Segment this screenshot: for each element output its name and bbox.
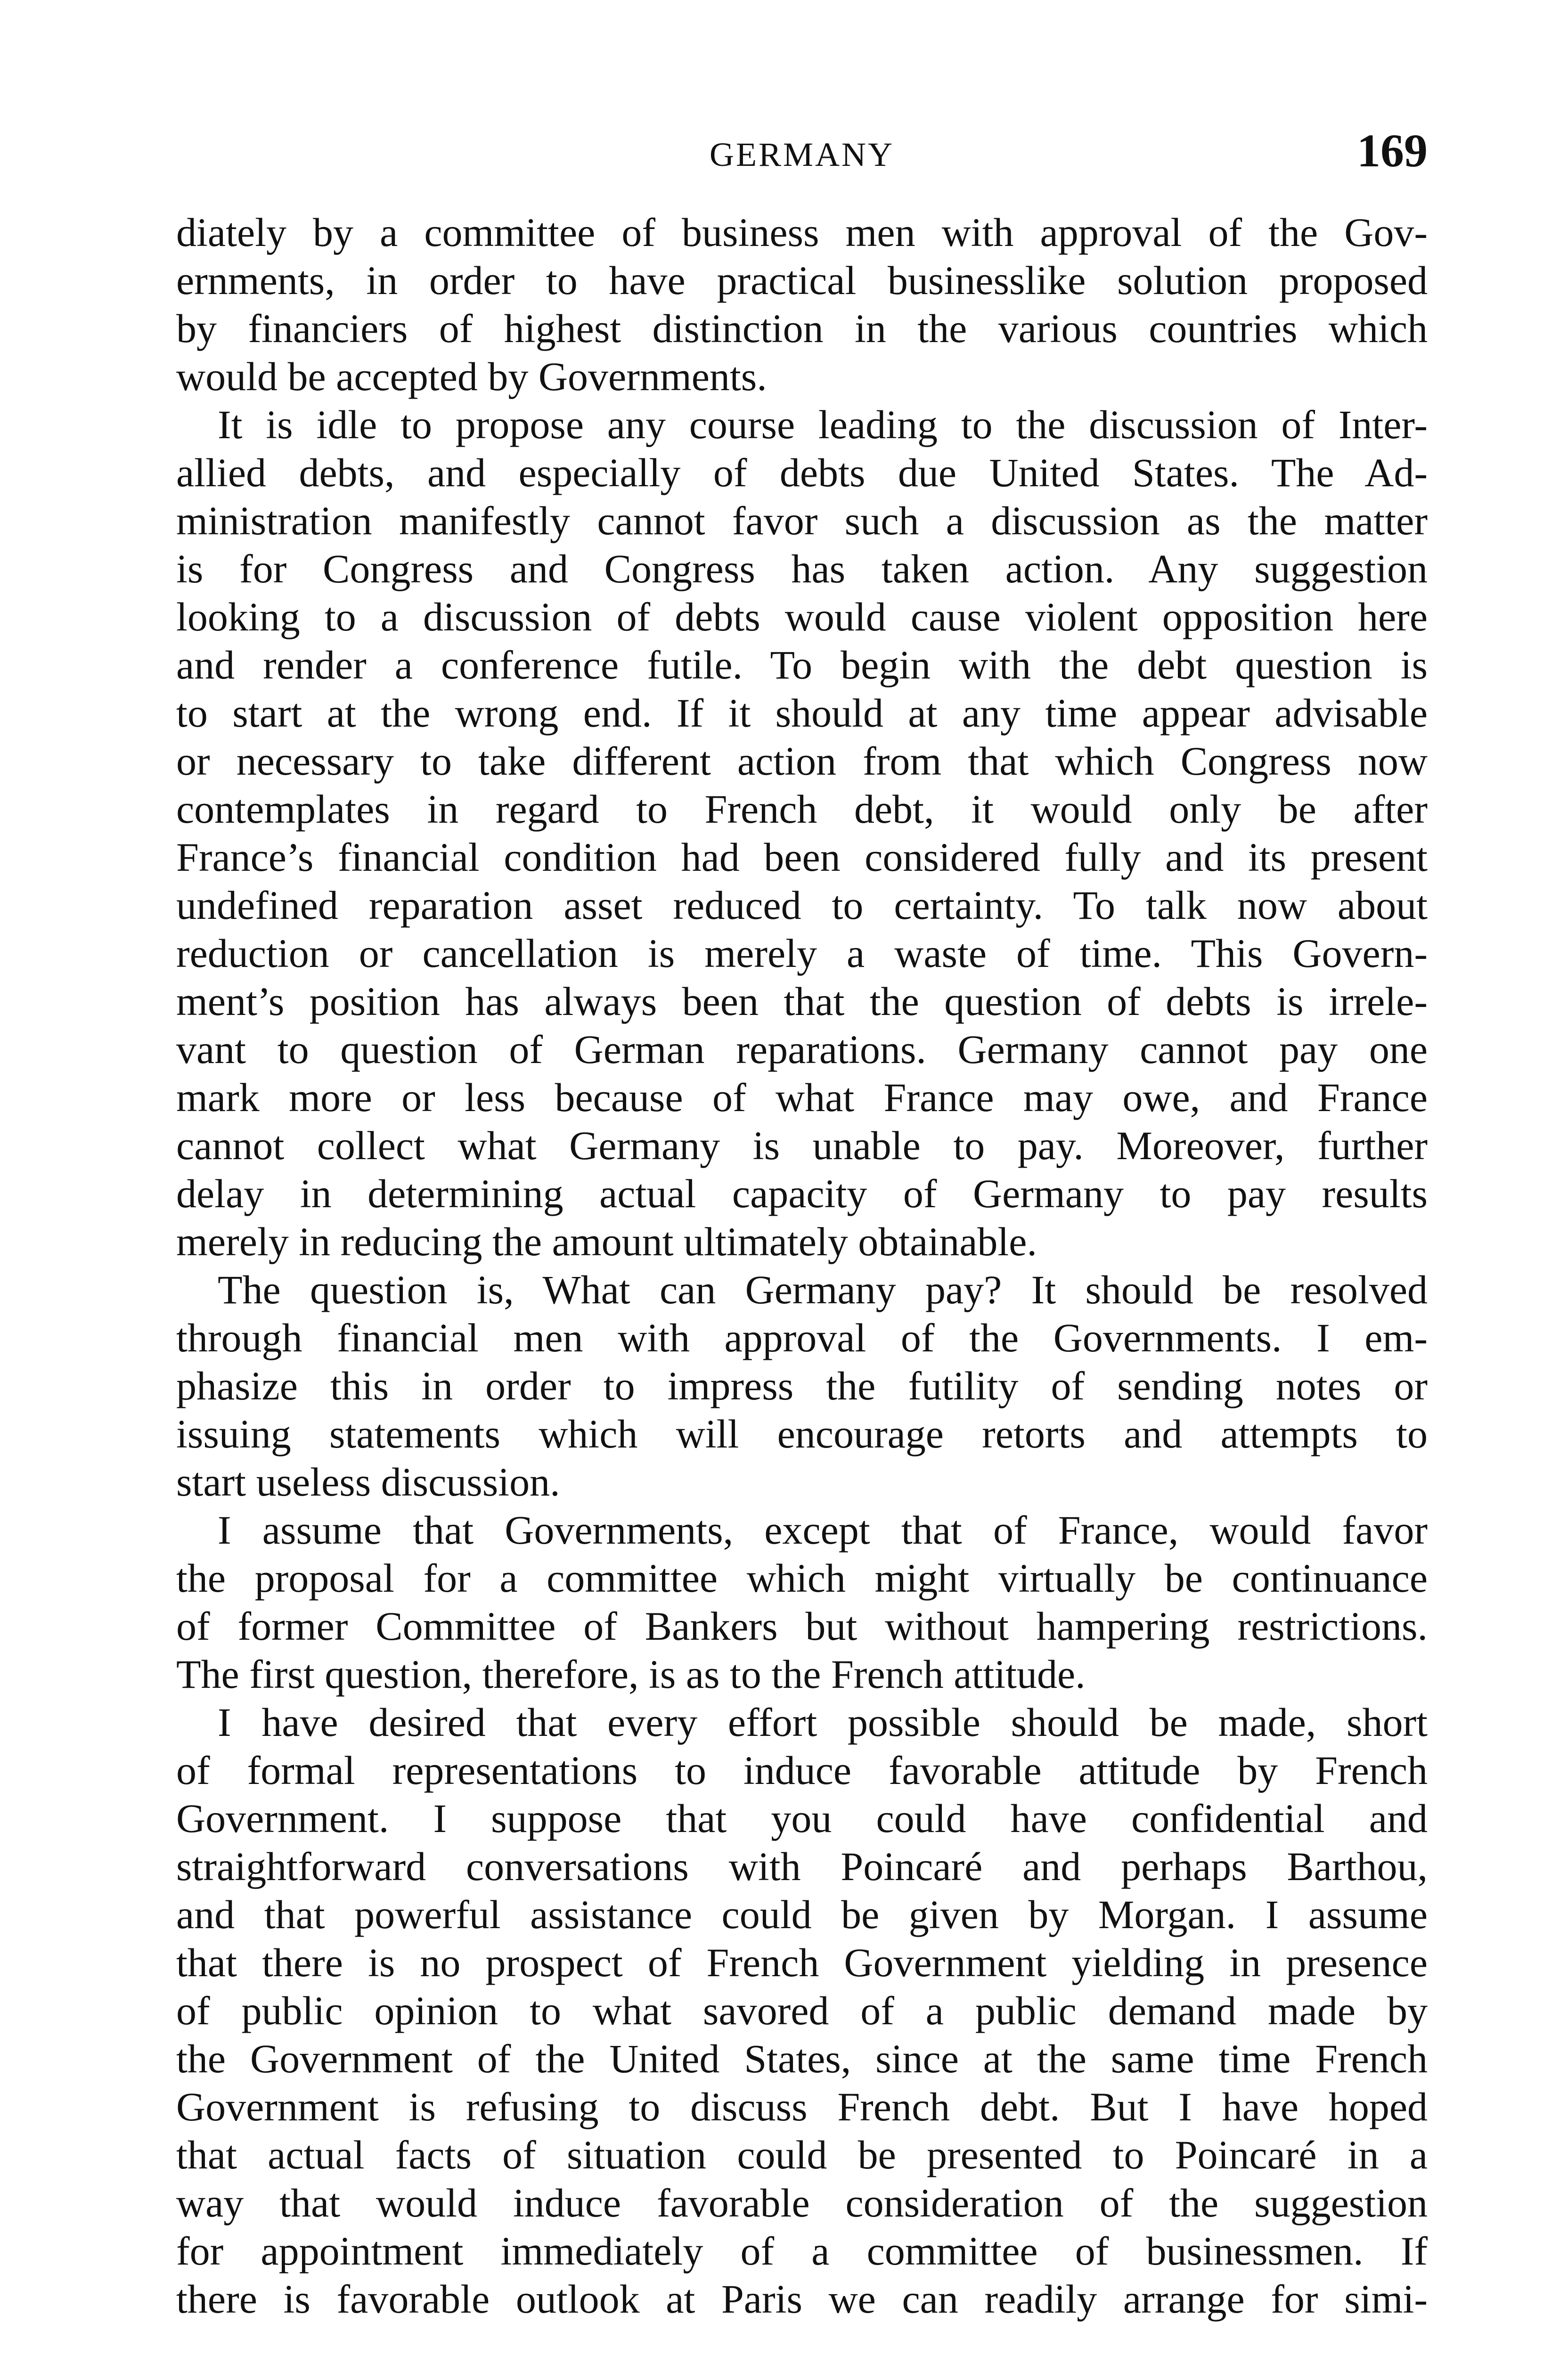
text-line: looking to a discussion of debts would cause violent opposition here (176, 594, 1428, 639)
text-line: or necessary to take different action from that which Congress now (176, 738, 1428, 784)
text-line: the Government of the United States, since at the same time French (176, 2036, 1428, 2081)
body-text (176, 208, 1428, 2323)
text-line: merely in reducing the amount ultimately obtainable. (176, 1219, 1037, 1264)
text-line: reduction or cancellation is merely a waste of time. This Govern- (176, 931, 1428, 976)
text-line: way that would induce favorable consideration of the suggestion (176, 2180, 1428, 2225)
text-line: I have desired that every effort possible should be made, short (218, 1700, 1428, 1745)
text-line: of formal representations to induce favorable attitude by French (176, 1748, 1428, 1793)
text-line: ministration manifestly cannot favor such a discussion as the matter (176, 498, 1428, 543)
page-number: 169 (1357, 124, 1428, 177)
text-line: diately by a committee of business men with approval of the Gov- (176, 210, 1428, 255)
text-line: I assume that Governments, except that of France, would favor (218, 1507, 1428, 1553)
text-line: by financiers of highest distinction in the various countries which (176, 306, 1428, 351)
text-line: through financial men with approval of the Governments. I em- (176, 1315, 1428, 1360)
running-header (176, 124, 1428, 179)
text-line: Government. I suppose that you could have confidential and (176, 1796, 1428, 1841)
text-line: and that powerful assistance could be given by Morgan. I assume (176, 1892, 1428, 1937)
text-line: is for Congress and Congress has taken action. Any suggestion (176, 546, 1428, 591)
text-line: start useless discussion. (176, 1459, 560, 1505)
text-line: and render a conference futile. To begin with the debt question is (176, 642, 1428, 687)
text-line: would be accepted by Governments. (176, 354, 767, 399)
text-line: of public opinion to what savored of a public demand made by (176, 1988, 1428, 2033)
text-line: that there is no prospect of French Government yielding in presence (176, 1940, 1428, 1985)
text-line: contemplates in regard to French debt, it would only be after (176, 786, 1428, 832)
text-line: It is idle to propose any course leading to the discussion of Inter- (218, 402, 1428, 447)
text-line: cannot collect what Germany is unable to pay. Moreover, further (176, 1123, 1428, 1168)
text-line: straightforward conversations with Poincaré and perhaps Barthou, (176, 1844, 1428, 1889)
text-line: undefined reparation asset reduced to certainty. To talk now about (176, 883, 1428, 928)
text-line: for appointment immediately of a committee of businessmen. If (176, 2228, 1428, 2274)
text-line: The question is, What can Germany pay? It should be resolved (218, 1267, 1428, 1312)
text-line: to start at the wrong end. If it should at any time appear advisable (176, 690, 1428, 736)
text-line: that actual facts of situation could be presented to Poincaré in a (176, 2132, 1428, 2177)
text-line: phasize this in order to impress the futility of sending notes or (176, 1363, 1428, 1408)
text-line: ernments, in order to have practical businesslike solution proposed (176, 258, 1428, 303)
text-line: delay in determining actual capacity of Germany to pay results (176, 1171, 1428, 1216)
text-line: issuing statements which will encourage retorts and attempts to (176, 1411, 1428, 1456)
text-line: allied debts, and especially of debts due United States. The Ad- (176, 450, 1428, 495)
text-line: there is favorable outlook at Paris we can readily arrange for simi- (176, 2276, 1428, 2322)
text-line: of former Committee of Bankers but without hampering restrictions. (176, 1603, 1428, 1649)
text-line: vant to question of German reparations. Germany cannot pay one (176, 1027, 1428, 1072)
text-line: France’s financial condition had been considered fully and its present (176, 834, 1428, 880)
running-title: GERMANY (709, 136, 894, 173)
text-line: the proposal for a committee which might virtually be continuance (176, 1555, 1428, 1601)
text-line: The first question, therefore, is as to the French attitude. (176, 1652, 1086, 1697)
text-line: mark more or less because of what France may owe, and France (176, 1075, 1428, 1120)
text-line: Government is refusing to discuss French debt. But I have hoped (176, 2084, 1428, 2129)
text-line: ment’s position has always been that the question of debts is irrele- (176, 979, 1428, 1024)
